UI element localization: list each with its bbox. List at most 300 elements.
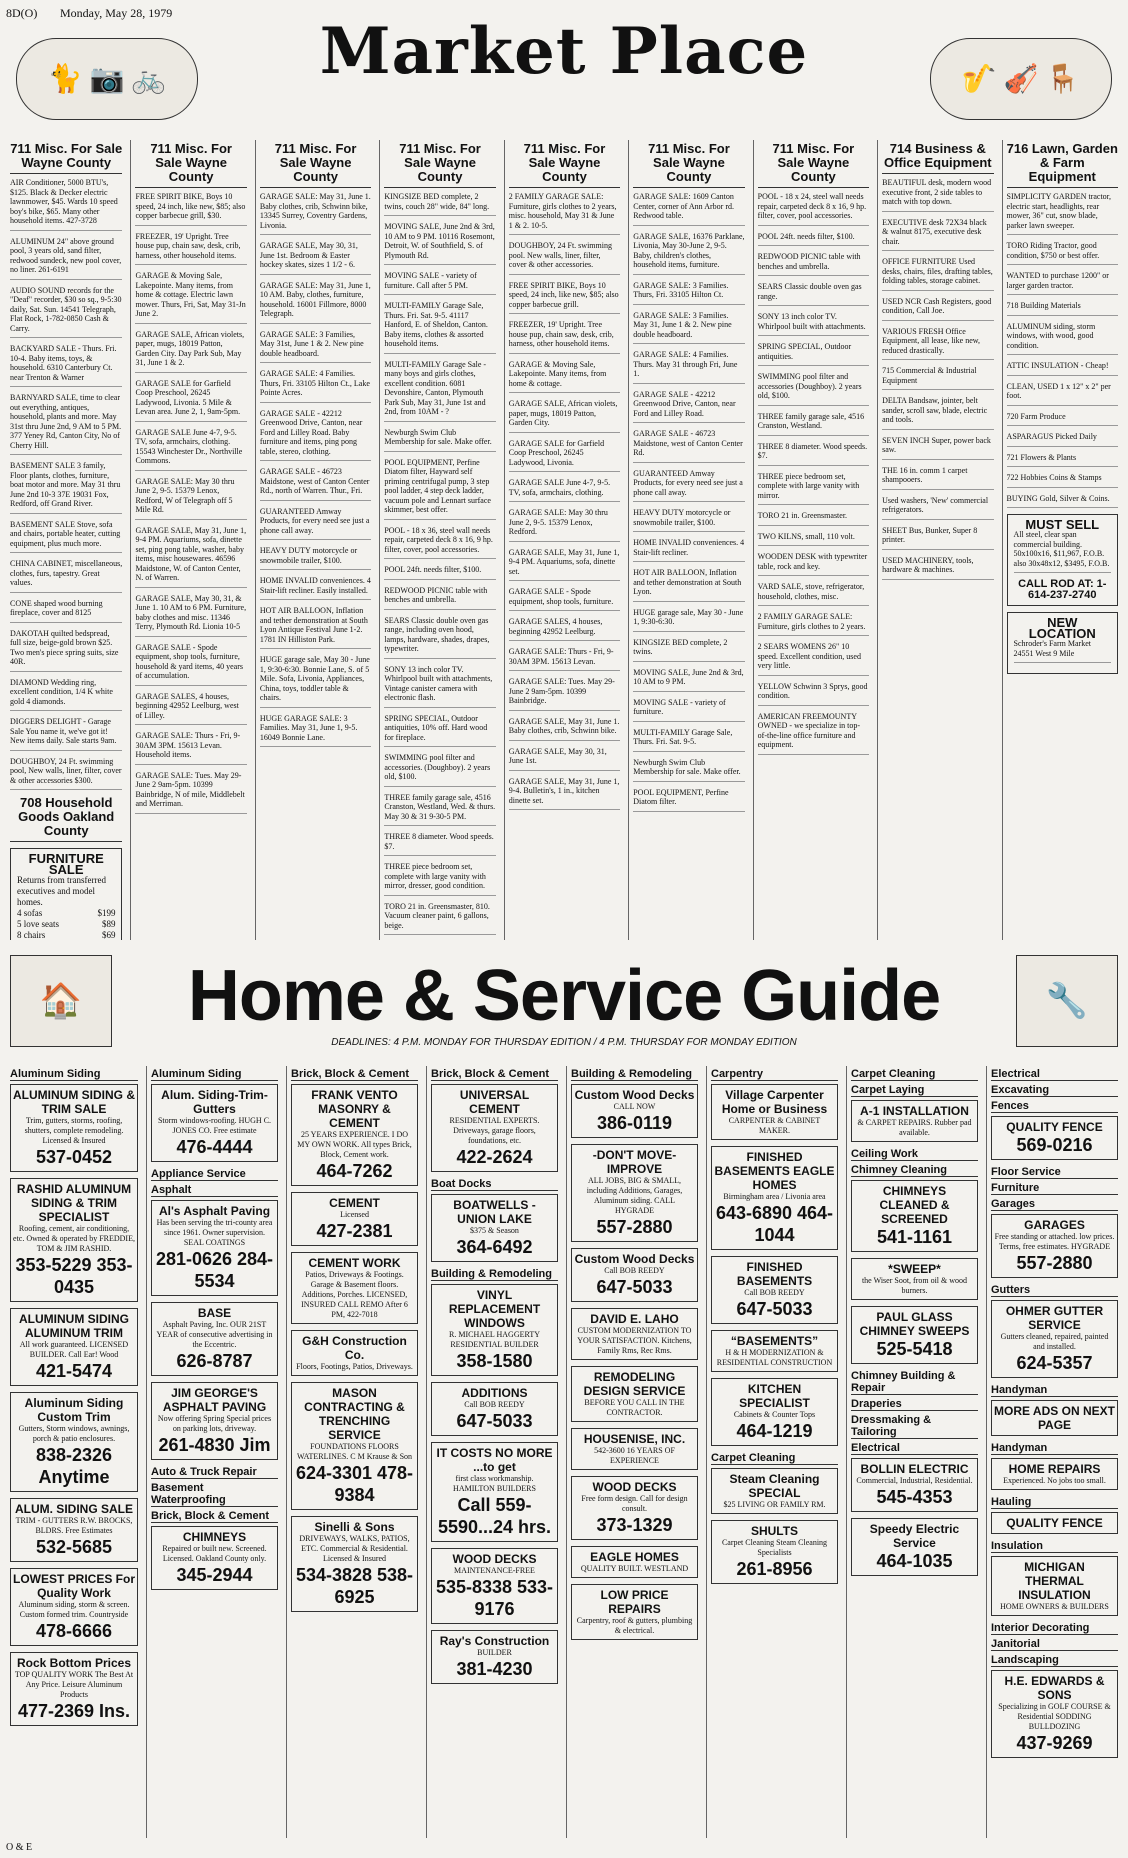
classified-ad: MOVING SALE - variety of furniture.	[633, 698, 744, 722]
service-ad-phone: 345-2944	[176, 1565, 253, 1585]
service-ad-details: Free form design. Call for design consult.	[581, 1494, 688, 1513]
service-column	[846, 1066, 982, 1838]
classified-ad: DOUGHBOY, 24 Ft. swimming pool. New walls, liner, filter, cover & other accessories.	[509, 241, 620, 275]
service-ad	[571, 1084, 698, 1138]
service-ad-title: LOW PRICE REPAIRS	[600, 1588, 669, 1616]
service-ad-phone: 643-6890 464-1044	[715, 1203, 834, 1245]
service-ad-details: QUALITY BUILT. WESTLAND	[580, 1564, 689, 1573]
service-ad-title: Al's Asphalt Paving	[158, 1204, 271, 1218]
service-ad-title: “BASEMENTS”	[730, 1334, 819, 1348]
service-ad-phone: 838-2326 Anytime	[35, 1445, 113, 1487]
classified-ad: AUDIO SOUND records for the "Deaf" recorder, $30 so sq., 9-5:30 daily, Sat. Sun. 14541 Telegraph, Flat Rock, 1-782-0850 Cash & Carry.	[10, 286, 122, 339]
classified-ad: FREE SPIRIT BIKE, Boys 10 speed, 24 inch, like new, $85; also copper barbecue grill, $30.	[135, 192, 246, 226]
masthead-right-illustration	[930, 38, 1112, 120]
service-ad-phone: 261-4830 Jim	[158, 1435, 271, 1455]
service-ad-title: A-1 INSTALLATION	[860, 1104, 969, 1118]
classified-ad: VARIOUS FRESH Office Equipment, all lease, like new, reduced drastically.	[882, 327, 993, 361]
classified-ad: GARAGE SALE: 3 Families. Thurs, Fri. 33105 Hilton Ct.	[633, 281, 744, 305]
classified-ad: 2 FAMILY GARAGE SALE: Furniture, girls clothes to 2 years.	[758, 612, 869, 636]
classified-ad: BASEMENT SALE 3 family, Floor plants, clothes, furniture, boat motor and more. May 31 thru June 2nd 10-3 37E 19031 Fox, Redford, off Grand River.	[10, 461, 122, 514]
classified-ad: MOVING SALE, June 2nd & 3rd, 10 AM to 9 PM. 10116 Rosemont, Detroit, W. of Southfield, S. of Plymouth Rd.	[384, 222, 495, 265]
service-ad	[10, 1568, 138, 1646]
service-ad-phone: 437-9269	[1016, 1733, 1093, 1753]
service-ad-details: the Wiser Soot, from oil & wood burners.	[861, 1276, 968, 1295]
classified-ad: Used washers, 'New' commercial refrigerators.	[882, 496, 993, 520]
furniture-sale-title: FURNITURE SALE	[28, 851, 104, 877]
column-heading: 711 Misc. For Sale Wayne County	[758, 142, 869, 188]
classified-ad: SHEET Bus, Bunker, Super 8 printer.	[882, 526, 993, 550]
service-category-heading: Excavating	[991, 1084, 1118, 1097]
service-ad-details: Gutters, Storm windows, awnings, porch & patio enclosures.	[18, 1424, 130, 1443]
service-ad-details: Call BOB REEDY	[464, 1400, 525, 1409]
service-ad	[711, 1256, 838, 1324]
service-ad-phone: 624-5357	[1016, 1353, 1093, 1373]
furniture-item	[17, 908, 115, 919]
classified-ad: FREEZER, 19' Upright. Tree house pup, chain saw, desk, crib, harness, other household items.	[135, 232, 246, 266]
classified-ad: SEARS Classic double oven gas range.	[758, 282, 869, 306]
service-category-heading: Brick, Block & Cement	[151, 1510, 278, 1523]
issue-date: Monday, May 28, 1979	[60, 6, 173, 20]
service-category-heading: Janitorial	[991, 1638, 1118, 1651]
service-category-heading: Building & Remodeling	[571, 1068, 698, 1081]
classified-ad: GARAGE SALE - 46723 Maidstone, west of Canton Center Rd.	[633, 429, 744, 463]
service-category-heading: Landscaping	[991, 1654, 1118, 1667]
classified-ad: FREE SPIRIT BIKE, Boys 10 speed, 24 inch, like new, $85; also copper barbecue grill.	[509, 281, 620, 315]
classified-ad: GARAGE SALE, May 30, 31, June 1st. Bedroom & Easter hockey skates, sizes 1 1/2 - 6.	[260, 241, 371, 275]
service-ad-phone: 464-1219	[736, 1421, 813, 1441]
service-category-heading: Carpet Cleaning	[711, 1452, 838, 1465]
classified-ad: EXECUTIVE desk 72X34 black & walnut 8175, executive desk chair.	[882, 218, 993, 252]
service-ad	[991, 1556, 1118, 1616]
service-ad-details: Storm windows-roofing. HUGH C. JONES CO. Free estimate	[157, 1116, 272, 1135]
service-ad-details: Carpentry, roof & gutters, plumbing & electrical.	[576, 1616, 693, 1635]
furniture-item	[17, 930, 115, 940]
service-ad-details: Experienced. No jobs too small.	[1003, 1476, 1106, 1485]
service-category-heading: Carpet Cleaning	[851, 1068, 978, 1081]
service-category-heading: Basement Waterproofing	[151, 1482, 278, 1507]
classified-ad: Newburgh Swim Club Membership for sale. Make offer.	[384, 428, 495, 452]
service-category-heading: Carpentry	[711, 1068, 838, 1081]
classified-ad: DIGGERS DELIGHT - Garage Sale You name it, we've got it! New items daily. Sale starts 9am.	[10, 717, 122, 751]
service-ad-title: RASHID ALUMINUM SIDING & TRIM SPECIALIST	[16, 1182, 132, 1224]
service-ad-title: BASE	[197, 1306, 232, 1320]
classified-ad: GARAGE SALE, African violets, paper, mugs, 18019 Patton, Garden City. Day Park Sub, May 31, June 1 & 2.	[135, 330, 246, 373]
deadlines-notice: DEADLINES: 4 P.M. MONDAY FOR THURSDAY EDITION / 4 P.M. THURSDAY FOR MONDAY EDITION	[331, 1037, 797, 1048]
service-ad-details: Repaired or built new. Screened. Licensed. Oakland County only.	[162, 1544, 267, 1563]
service-ad-phone: 478-6666	[35, 1621, 113, 1641]
classified-ad: MULTI-FAMILY Garage Sale, Thurs. Fri. Sat. 9-5. 41117 Hanford, E. of Sheldon, Canton. Baby items, clothes & assorted household items.	[384, 301, 495, 354]
service-ad-details: TOP QUALITY WORK The Best At Any Price. Leisure Aluminum Products	[14, 1670, 134, 1699]
classified-column	[1002, 140, 1122, 940]
service-ad	[991, 1116, 1118, 1160]
service-column	[6, 1066, 142, 1838]
classified-ad: TORO Riding Tractor, good condition, $750 or best offer.	[1007, 241, 1118, 265]
service-ad-details: Cabinets & Counter Tops	[733, 1410, 816, 1419]
service-ad-phone: 353-5229 353-0435	[15, 1255, 133, 1297]
service-ad	[991, 1300, 1118, 1378]
service-ad	[151, 1382, 278, 1460]
furniture-item-name: 5 love seats	[17, 919, 59, 929]
classified-ad: GARAGE SALE: May 31, June 1, 10 AM. Baby, clothes, furniture, household. 16001 Fillmore, 8000 Telegraph.	[260, 281, 371, 324]
service-ad-details: CARPENTER & CABINET MAKER.	[728, 1116, 821, 1135]
service-ad-title: *SWEEP*	[888, 1262, 941, 1276]
classified-ad: MOVING SALE, June 2nd & 3rd, 10 AM to 9 PM.	[633, 668, 744, 692]
service-ad-phone: 532-5685	[35, 1537, 113, 1557]
furniture-item	[17, 919, 115, 930]
classified-ad: GARAGE SALE - 46723 Maidstone, west of Canton Center Rd., north of Warren. Thur., Fri.	[260, 467, 371, 501]
classified-ad: SWIMMING pool filter and accessories (Doughboy). 2 years old, $100.	[758, 372, 869, 406]
service-ad-title: -DON'T MOVE- IMPROVE	[592, 1148, 677, 1176]
classified-ad: REDWOOD PICNIC table with benches and umbrella.	[384, 586, 495, 610]
service-ad	[991, 1214, 1118, 1278]
service-ad	[291, 1516, 418, 1612]
service-ad-phone: 557-2880	[596, 1217, 673, 1237]
service-ad	[431, 1284, 558, 1376]
service-ad-title: Custom Wood Decks	[574, 1252, 695, 1266]
service-ad	[851, 1100, 978, 1142]
furniture-item-price: $69	[101, 930, 116, 940]
service-ad-title: G&H Construction Co.	[302, 1334, 407, 1362]
service-ad-title: H.E. EDWARDS & SONS	[1004, 1674, 1105, 1702]
classified-ad: POOL 24ft. needs filter, $100.	[758, 232, 869, 247]
service-category-heading: Floor Service	[991, 1166, 1118, 1179]
service-ad-title: WOOD DECKS	[592, 1480, 677, 1494]
classified-ad: 721 Flowers & Plants	[1007, 453, 1118, 468]
service-ad-title: GARAGES	[1024, 1218, 1085, 1232]
classified-ad: CONE shaped wood burning fireplace, cover and 8125	[10, 599, 122, 623]
classified-ad: WOODEN DESK with typewriter table, rock and key.	[758, 552, 869, 576]
service-category-heading: Brick, Block & Cement	[431, 1068, 558, 1081]
service-ad-phone: 626-8787	[176, 1351, 253, 1371]
classified-ad: GARAGE SALE - Spode equipment, shop tools, furniture, household & yard items, 40 years of accumulation.	[135, 643, 246, 686]
furniture-item-name: 4 sofas	[17, 908, 43, 918]
service-ad	[291, 1382, 418, 1510]
service-ad	[10, 1498, 138, 1562]
must-sell-phone: CALL ROD AT: 1-614-237-2740	[1018, 578, 1107, 601]
service-category-heading: Insulation	[991, 1540, 1118, 1553]
service-ad-title: Sinelli & Sons	[314, 1520, 395, 1534]
classified-ad: GARAGE SALE: 1609 Canton Center, corner of Ann Arbor rd. Redwood table.	[633, 192, 744, 226]
service-ad	[571, 1428, 698, 1470]
service-ad-details: Has been serving the tri-county area since 1961. Owner supervision. SEAL COATINGS	[156, 1218, 273, 1247]
service-ad-details: Roofing, cement, air conditioning, etc. Owned & operated by FREDDIE, TOM & JIM RASHID.	[13, 1224, 135, 1253]
service-category-heading: Furniture	[991, 1182, 1118, 1195]
classified-column	[877, 140, 997, 940]
classified-ad: USED NCR Cash Registers, good condition, Call Joe.	[882, 297, 993, 321]
classified-ad: KINGSIZE BED complete, 2 twins, couch 28" wide, 84" long.	[384, 192, 495, 216]
classified-ad: ASPARAGUS Picked Daily	[1007, 432, 1118, 447]
classified-column	[6, 140, 126, 940]
column-heading: 714 Business & Office Equipment	[882, 142, 993, 174]
service-ad-title: Alum. Siding-Trim-Gutters	[161, 1088, 268, 1116]
service-ad	[711, 1146, 838, 1250]
service-ad-details: Call BOB REEDY	[744, 1288, 805, 1297]
furniture-sale-subtitle: Returns from transferred executives and model homes.	[17, 875, 106, 907]
service-ad	[10, 1084, 138, 1172]
classified-ad: GARAGE SALE, May 31, June 1, 9-4 PM. Aquariums, sofa, dinette set, ping pong table, washer, baby items, misc housewares. 46596 Maidstone, W. of Canton Center, N. of Warren.	[135, 526, 246, 588]
service-ad-title: UNIVERSAL CEMENT	[459, 1088, 530, 1116]
service-ad-title: HOME REPAIRS	[1008, 1462, 1101, 1476]
service-ad-title: OHMER GUTTER SERVICE	[1005, 1304, 1104, 1332]
home-service-header	[0, 945, 1128, 1065]
new-location-title: NEW LOCATION	[1028, 615, 1096, 641]
service-ad-details: Carpet Cleaning Steam Cleaning Specialists	[721, 1538, 828, 1557]
service-ad	[571, 1308, 698, 1360]
classified-ad: HUGE GARAGE SALE: 3 Families. May 31, June 1, 9-5. 16049 Bonnie Lane.	[260, 714, 371, 748]
classified-ad: GUARANTEED Amway Products, for every need see just a phone call away.	[260, 507, 371, 541]
classified-ad: FREEZER, 19' Upright. Tree house pup, chain saw, desk, crib, harness, other household items.	[509, 320, 620, 354]
service-ad-details: Birmingham area / Livonia area	[723, 1192, 826, 1201]
classified-ad: CLEAN, USED 1 x 12" x 2" per foot.	[1007, 382, 1118, 406]
classified-ad: VARD SALE, stove, refrigerator, household, clothes, misc.	[758, 582, 869, 606]
service-category-heading: Chimney Building & Repair	[851, 1370, 978, 1395]
classified-ad: GARAGE SALE: 4 Families. Thurs. May 31 through Fri, June 1.	[633, 350, 744, 384]
service-ad-details: $375 & Season	[470, 1226, 519, 1235]
service-ad-phone: 541-1161	[876, 1227, 953, 1247]
service-column	[146, 1066, 282, 1838]
classified-ad: HUGE garage sale, May 30 - June 1, 9:30-6:30.	[633, 608, 744, 632]
classified-ad: GARAGE SALE: Thurs - Fri, 9-30AM 3PM. 15613 Levan.	[509, 647, 620, 671]
classified-ad: KINGSIZE BED complete, 2 twins.	[633, 638, 744, 662]
service-category-heading: Interior Decorating	[991, 1622, 1118, 1635]
service-ad	[851, 1180, 978, 1252]
service-ad	[291, 1192, 418, 1246]
service-ad	[291, 1084, 418, 1186]
service-ad	[851, 1306, 978, 1364]
service-ad	[151, 1084, 278, 1162]
service-ad-details: 542-3600 16 YEARS OF EXPERIENCE	[594, 1446, 675, 1465]
classified-ad: THREE family garage sale, 4516 Cranston, Westland.	[758, 412, 869, 436]
service-ad-phone: 364-6492	[456, 1237, 533, 1257]
masthead-left-illustration	[16, 38, 198, 120]
service-category-heading: Brick, Block & Cement	[291, 1068, 418, 1081]
classified-ad: GARAGE SALES, 4 houses, beginning 42952 Leelburg.	[509, 617, 620, 641]
column-heading: 711 Misc. For Sale Wayne County	[509, 142, 620, 188]
classified-ad: AMERICAN FREEMOUNTY OWNED - we specialize in top-of-the-line office furniture and equipment.	[758, 712, 869, 755]
service-ad-title: CEMENT	[329, 1196, 380, 1210]
service-ad-title: Ray's Construction	[439, 1634, 550, 1648]
service-ad-title: ADDITIONS	[461, 1386, 528, 1400]
classified-ad: AIR Conditioner, 5000 BTU's, $125. Black & Decker electric lawnmower, $45. Wards 10 speed boy's bike, $65. Many other household items. 427-3728	[10, 178, 122, 231]
classified-ad: TORO 21 in. Greensmaster.	[758, 511, 869, 526]
service-ad	[151, 1200, 278, 1296]
service-ad	[711, 1378, 838, 1446]
service-ad-title: EAGLE HOMES	[590, 1550, 679, 1564]
classified-column	[753, 140, 873, 940]
column-heading: 711 Misc. For Sale Wayne County	[10, 142, 122, 174]
service-ad-details: H & H MODERNIZATION & RESIDENTIAL CONSTRUCTION	[716, 1348, 833, 1367]
service-ad-title: SHULTS	[750, 1524, 799, 1538]
classified-ad: MULTI-FAMILY Garage Sale, Thurs. Fri. Sat. 9-5.	[633, 728, 744, 752]
service-category-heading: Ceiling Work	[851, 1148, 978, 1161]
service-ad-phone: 281-0626 284-5534	[155, 1249, 274, 1291]
classified-ad: DAKOTAH quilted bedspread, full size, beige-gold brown $25. Two men's piece spring suits, size 40R.	[10, 629, 122, 672]
service-ad-details: Floors, Footings, Patios, Driveways.	[296, 1362, 413, 1371]
service-ad	[711, 1520, 838, 1584]
service-ad-phone: Call 559-5590...24 hrs.	[437, 1495, 552, 1537]
classified-ad: HOME INVALID conveniences. 4 Stair-lift recliner.	[633, 538, 744, 562]
service-ad-title: QUALITY FENCE	[1006, 1120, 1103, 1134]
service-ad-details: CALL NOW	[613, 1102, 656, 1111]
service-ad-title: ALUMINUM SIDING ALUMINUM TRIM	[19, 1312, 129, 1340]
service-category-heading: Hauling	[991, 1496, 1118, 1509]
classified-ad: MULTI-FAMILY Garage Sale - many boys and girls clothes, excellent condition. 6081 Devonshire, Canton, Plymouth Park Sub, May 31, June 1st and 2nd, from 10AM - ?	[384, 360, 495, 422]
masthead-left-icons: 🐈 📷 🚲	[47, 64, 167, 95]
classified-ad: SEVEN INCH Super, power back saw.	[882, 436, 993, 460]
service-ad-details: BEFORE YOU CALL IN THE CONTRACTOR.	[584, 1398, 685, 1417]
classified-ad: TWO KILNS, small, 110 volt.	[758, 532, 869, 547]
classified-ad: TORO 21 in. Greensmaster, 810. Vacuum cleaner paint, 6 gallons, beige.	[384, 902, 495, 936]
service-category-heading: Draperies	[851, 1398, 978, 1411]
service-ad-details: FOUNDATIONS FLOORS WATERLINES. C M Krause & Son	[296, 1442, 413, 1461]
service-ad-title: CHIMNEYS CLEANED & SCREENED	[879, 1184, 950, 1226]
service-ad-details: Free standing or attached. low prices. Terms, free estimates. HYGRADE	[994, 1232, 1115, 1251]
service-ad-details: Licensed	[340, 1210, 369, 1219]
service-ad	[571, 1476, 698, 1540]
service-column	[986, 1066, 1122, 1838]
classified-ad: MOVING SALE - variety of furniture. Call after 5 PM.	[384, 271, 495, 295]
service-ad-phone: 422-2624	[456, 1147, 533, 1167]
classified-ad: THREE 8 diameter. Wood speeds. $7.	[758, 442, 869, 466]
service-ad-title: KITCHEN SPECIALIST	[739, 1382, 810, 1410]
classified-ad: THREE piece bedroom set, complete with large vanity with mirror, dresser, good condition.	[384, 862, 495, 896]
service-ad-title: CHIMNEYS	[182, 1530, 247, 1544]
classified-ad: GARAGE SALE: Tues. May 29-June 2 9am-5pm. 10399 Bainbridge.	[509, 677, 620, 711]
service-category-heading: Aluminum Siding	[10, 1068, 138, 1081]
service-ad-phone: 381-4230	[456, 1659, 533, 1679]
service-ad-phone: 421-5474	[35, 1361, 113, 1381]
service-ad-title: ALUMINUM SIDING & TRIM SALE	[13, 1088, 135, 1116]
classified-ad: THREE piece bedroom set, complete with large vanity with mirror.	[758, 472, 869, 506]
service-column	[706, 1066, 842, 1838]
service-ad-phone: 537-0452	[35, 1147, 113, 1167]
furniture-item-price: $199	[97, 908, 116, 918]
classified-ad: GARAGE SALE, May 31, June 1. Baby clothes, crib, Schwinn bike.	[509, 717, 620, 741]
service-ad-title: DAVID E. LAHO	[590, 1312, 679, 1326]
service-ad	[431, 1548, 558, 1624]
service-ad	[431, 1442, 558, 1542]
classified-ad: THE 16 in. comm 1 carpet shampooers.	[882, 466, 993, 490]
service-column	[566, 1066, 702, 1838]
classified-ad: HUGE garage sale, May 30 - June 1, 9:30-6:30. Bonnie Lane, S. of 5 Mile. Sofa, Livonia, Appliances, China, toys, toddler table & chairs.	[260, 655, 371, 708]
service-ad-title: Custom Wood Decks	[574, 1088, 695, 1102]
service-ad-phone: 545-4353	[876, 1487, 953, 1507]
service-ad-details: BUILDER	[477, 1648, 512, 1657]
service-ad-title: VINYL REPLACEMENT WINDOWS	[448, 1288, 541, 1330]
classified-ad: GARAGE SALE: Thurs - Fri, 9-30AM 3PM. 15613 Levan. Household items.	[135, 731, 246, 765]
classified-column	[255, 140, 375, 940]
service-column	[426, 1066, 562, 1838]
classified-ad: 715 Commercial & Industrial Equipment	[882, 366, 993, 390]
service-ad-phone: 647-5033	[596, 1277, 673, 1297]
classified-ad: GARAGE SALE for Garfield Coop Preschool, 26245 Ladywood, Livonia.	[509, 439, 620, 473]
classified-ad: GARAGE SALE, 16376 Parklane, Livonia, May 30-June 2, 9-5. Baby, children's clothes, household items, furniture.	[633, 232, 744, 275]
classified-column	[628, 140, 748, 940]
classified-ad: GARAGE SALES, 4 houses, beginning 42952 Leelburg, west of Lilley.	[135, 692, 246, 726]
service-ad-phone: 477-2369 Ins.	[17, 1701, 131, 1721]
classified-ad: GARAGE SALE June 4-7, 9-5. TV, sofa, armchairs, clothing. 15543 Winchester Dr., Northville Commons.	[135, 428, 246, 471]
classified-ad: SEARS Classic double oven gas range, including oven hood, lamps, hardware, shades, drapes, typewriter.	[384, 616, 495, 659]
service-ad-phone: 476-4444	[176, 1137, 253, 1157]
service-ad-title: Aluminum Siding Custom Trim	[24, 1396, 124, 1424]
service-category-heading: Garages	[991, 1198, 1118, 1211]
classified-column	[130, 140, 250, 940]
must-sell-body: All steel, clear span commercial building. 50x100x16, $11,967, F.O.B. also 30x48x12, $3495, F.O.B.	[1014, 530, 1111, 573]
classified-ad: 2 FAMILY GARAGE SALE: Furniture, girls clothes to 2 years, misc. household, May 31 & June 1 & 2. 10-5.	[509, 192, 620, 235]
service-ad-details: TRIM - GUTTERS R.W. BROCKS, BLDRS. Free Estimates	[15, 1516, 133, 1535]
classified-ad: GARAGE SALE - Spode equipment, shop tools, furniture.	[509, 587, 620, 611]
classified-ad: USED MACHINERY, tools, hardware & machines.	[882, 556, 993, 580]
service-ad-phone: 647-5033	[736, 1299, 813, 1319]
service-ad	[571, 1248, 698, 1302]
classified-ad: GARAGE SALE: May 31, June 1. Baby clothes, crib, Schwinn bike, 13345 Surrey, Coventry Gardens, Livonia.	[260, 192, 371, 235]
service-ad-phone: 647-5033	[456, 1411, 533, 1431]
service-ad-phone: 525-5418	[876, 1339, 953, 1359]
service-ad	[10, 1308, 138, 1386]
service-category-heading: Electrical	[991, 1068, 1118, 1081]
service-ad	[991, 1458, 1118, 1490]
service-ad-details: first class workmanship. HAMILTON BUILDERS	[453, 1474, 536, 1493]
service-ad	[291, 1330, 418, 1376]
classified-ad: POOL EQUIPMENT, Perfine Diatom filter.	[633, 788, 744, 812]
service-ad	[711, 1468, 838, 1514]
service-ad-details: Gutters cleaned, repaired, painted and installed.	[1000, 1332, 1109, 1351]
column-heading: 711 Misc. For Sale Wayne County	[633, 142, 744, 188]
service-ad-phone: 534-3828 538-6925	[295, 1565, 414, 1607]
classified-ad: GARAGE SALE, May 30, 31, & June 1. 10 AM to 6 PM. Furniture, baby clothes and misc. 11346 Terry, Plymouth Rd. Lionia 10-5	[135, 594, 246, 637]
service-ad-details: 25 YEARS EXPERIENCE. I DO MY OWN WORK. All types Brick, Block, Cement work.	[297, 1130, 412, 1159]
service-category-heading: Aluminum Siding	[151, 1068, 278, 1081]
service-ad-details: MAINTENANCE-FREE	[454, 1566, 535, 1575]
service-ad	[10, 1392, 138, 1492]
page-label: 8D(O)	[6, 6, 38, 20]
service-ad	[851, 1458, 978, 1512]
service-ad-title: Steam Cleaning SPECIAL	[729, 1472, 820, 1500]
service-ad	[851, 1518, 978, 1576]
classified-ad: BASEMENT SALE Stove, sofa and chairs, portable heater, cutting equipment, plus much more.	[10, 520, 122, 554]
service-ad	[711, 1330, 838, 1372]
service-ad-title: HOUSENISE, INC.	[583, 1432, 686, 1446]
service-column	[286, 1066, 422, 1838]
must-sell-title: MUST SELL	[1025, 517, 1100, 532]
service-ad	[151, 1526, 278, 1590]
column-heading: 711 Misc. For Sale Wayne County	[260, 142, 371, 188]
service-category-heading: Carpet Laying	[851, 1084, 978, 1097]
service-ad-title: Rock Bottom Prices	[16, 1656, 132, 1670]
service-category-heading: Handyman	[991, 1384, 1118, 1397]
service-ad-title: FINISHED BASEMENTS	[736, 1260, 813, 1288]
service-ad-title: WOOD DECKS	[452, 1552, 537, 1566]
classified-ad: GARAGE SALE: Tues. May 29-June 2 9am-5pm. 10399 Bainbridge, N of mile, Middlebelt and Merriman.	[135, 771, 246, 814]
new-location-body: Schroder's Farm Market 24551 West 9 Mile	[1014, 639, 1111, 663]
masthead-right-icons: 🎷 🎻 🪑	[961, 64, 1081, 95]
service-ad-details: Specializing in GOLF COURSE & Residential SODDING BULLDOZING	[998, 1702, 1111, 1731]
footer-label: O & E	[6, 1842, 33, 1853]
service-category-heading: Gutters	[991, 1284, 1118, 1297]
service-ad-title: JIM GEORGE'S ASPHALT PAVING	[162, 1386, 267, 1414]
service-ad-title: ALUM. SIDING SALE	[14, 1502, 133, 1516]
classified-ad: 722 Hobbies Coins & Stamps	[1007, 473, 1118, 488]
classified-column	[504, 140, 624, 940]
service-ad	[991, 1512, 1118, 1534]
classified-ad: Newburgh Swim Club Membership for sale. Make offer.	[633, 758, 744, 782]
service-ad-title: Speedy Electric Service	[869, 1522, 960, 1550]
service-ad-details: HOME OWNERS & BUILDERS	[1000, 1602, 1109, 1611]
service-category-heading: Building & Remodeling	[431, 1268, 558, 1281]
service-ad-title: IT COSTS NO MORE ...to get	[436, 1446, 553, 1474]
new-location-ad	[1007, 612, 1118, 674]
service-ad	[571, 1144, 698, 1242]
